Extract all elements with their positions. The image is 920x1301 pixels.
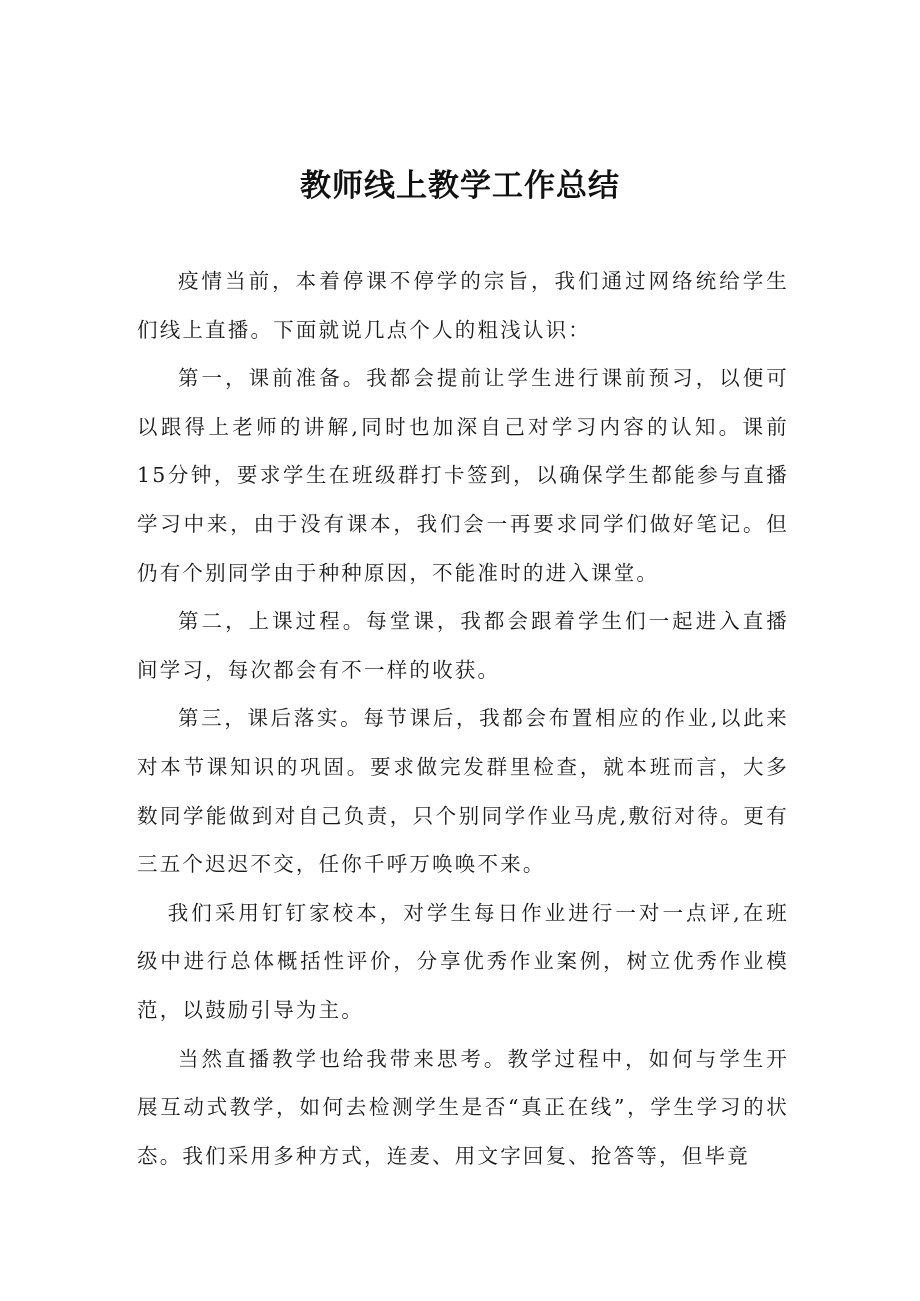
paragraph-dingtalk: 我们采用钉钉家校本，对学生每日作业进行一对一点评,在班级中进行总体概括性评价，分享优秀作业案例，树立优秀作业模范，以鼓励引导为主。 [137,900,789,1022]
paragraph-preparation: 第一，课前准备。我都会提前让学生进行课前预习，以便可以跟得上老师的讲解,同时也加深自己对学习内容的认知。课前15分钟，要求学生在班级群打卡签到，以确保学生都能参与直播学习中来，由于没有课本，我们会一再要求同学们做好笔记。但仍有个别同学由于种种原因，不能准时的进入课堂。 [137,366,789,585]
paragraph-follow-up: 第三，课后落实。每节课后，我都会布置相应的作业,以此来对本节课知识的巩固。要求做完发群里检查，就本班而言，大多数同学能做到对自己负责，只个别同学作业马虎,敷衍对待。更有三五个迟迟不交，任你千呼万唤唤不来。 [137,706,789,877]
paragraph-intro: 疫情当前，本着停课不停学的宗旨，我们通过网络统给学生们线上直播。下面就说几点个人的粗浅认识： [137,269,789,342]
document-title: 教师线上教学工作总结 [300,168,620,204]
paragraph-class-process: 第二，上课过程。每堂课，我都会跟着学生们一起进入直播间学习，每次都会有不一样的收获。 [137,609,789,682]
paragraph-reflection: 当然直播教学也给我带来思考。教学过程中，如何与学生开展互动式教学，如何去检测学生是否“真正在线”，学生学习的状态。我们采用多种方式，连麦、用文字回复、抢答等，但毕竟 [137,1046,789,1168]
document-body [137,257,789,1180]
